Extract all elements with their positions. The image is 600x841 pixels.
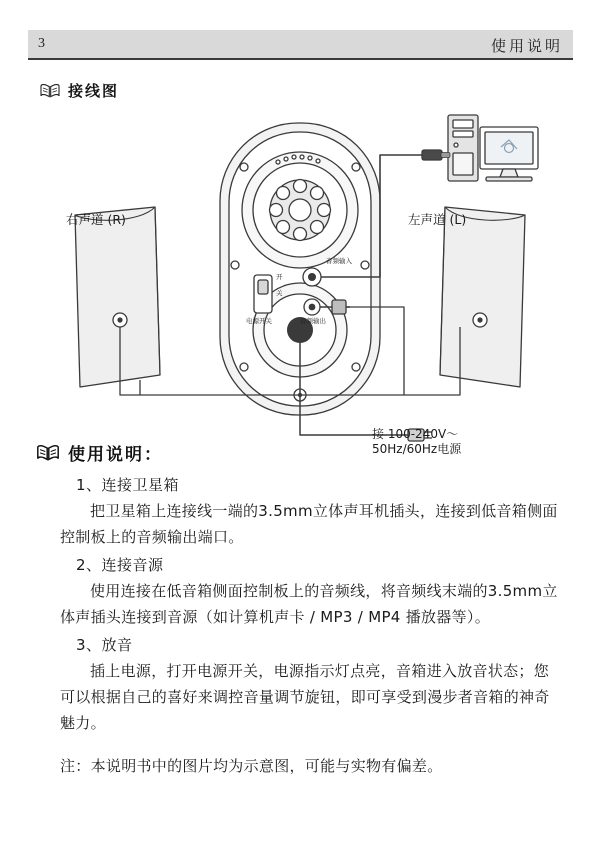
diagram-label-right-channel: 右声道 (R) — [66, 212, 126, 227]
page-number: 3 — [38, 36, 45, 51]
instructions-section-label: 使用说明： — [68, 445, 163, 465]
diagram-label-left-channel: 左声道 (L) — [408, 212, 467, 227]
instruction-step — [60, 552, 560, 630]
step-body: 插上电源，打开电源开关，电源指示灯点亮，音箱进入放音状态；您可以根据自己的喜好来调控音量调节旋钮，即可享受到漫步者音箱的神奇魅力。 — [60, 662, 550, 732]
power-line-1: 接 100-240V～ — [372, 427, 459, 441]
wiring-section-heading — [40, 80, 119, 101]
step-title: 1、连接卫星箱 — [76, 476, 180, 494]
diagram-text-audio-input: 音频输入 — [326, 257, 352, 265]
step-title: 2、连接音源 — [76, 556, 164, 574]
step-title: 3、放音 — [76, 636, 133, 654]
open-book-icon — [36, 444, 60, 461]
diagram-text-power-switch: 电源开关 — [246, 317, 272, 325]
diagram-text-audio-output: 音频输出 — [300, 317, 326, 325]
footer-note: 注：本说明书中的图片均为示意图，可能与实物有偏差。 — [60, 757, 443, 775]
diagram-text-switch-on: 开 — [276, 273, 283, 281]
diagram-text-switch-off: 关 — [276, 289, 283, 297]
instruction-step — [60, 632, 560, 736]
wiring-diagram — [20, 105, 580, 455]
instruction-list — [60, 472, 560, 738]
instructions-section-heading — [36, 440, 163, 465]
open-book-icon — [40, 83, 60, 98]
header-title: 使用说明 — [490, 37, 563, 55]
power-line-2: 50Hz/60Hz电源 — [372, 442, 462, 456]
step-body: 使用连接在低音箱侧面控制板上的音频线，将音频线末端的3.5mm立体声插头连接到音源（如计算机声卡 / MP3 / MP4 播放器等）。 — [60, 582, 558, 626]
wiring-section-label: 接线图 — [68, 82, 120, 100]
diagram-label-power — [372, 427, 461, 457]
diagram-graphics — [20, 105, 580, 455]
instruction-step — [60, 472, 560, 550]
step-body: 把卫星箱上连接线一端的3.5mm立体声耳机插头，连接到低音箱侧面控制板上的音频输出端口。 — [60, 502, 558, 546]
page-header — [28, 30, 573, 60]
